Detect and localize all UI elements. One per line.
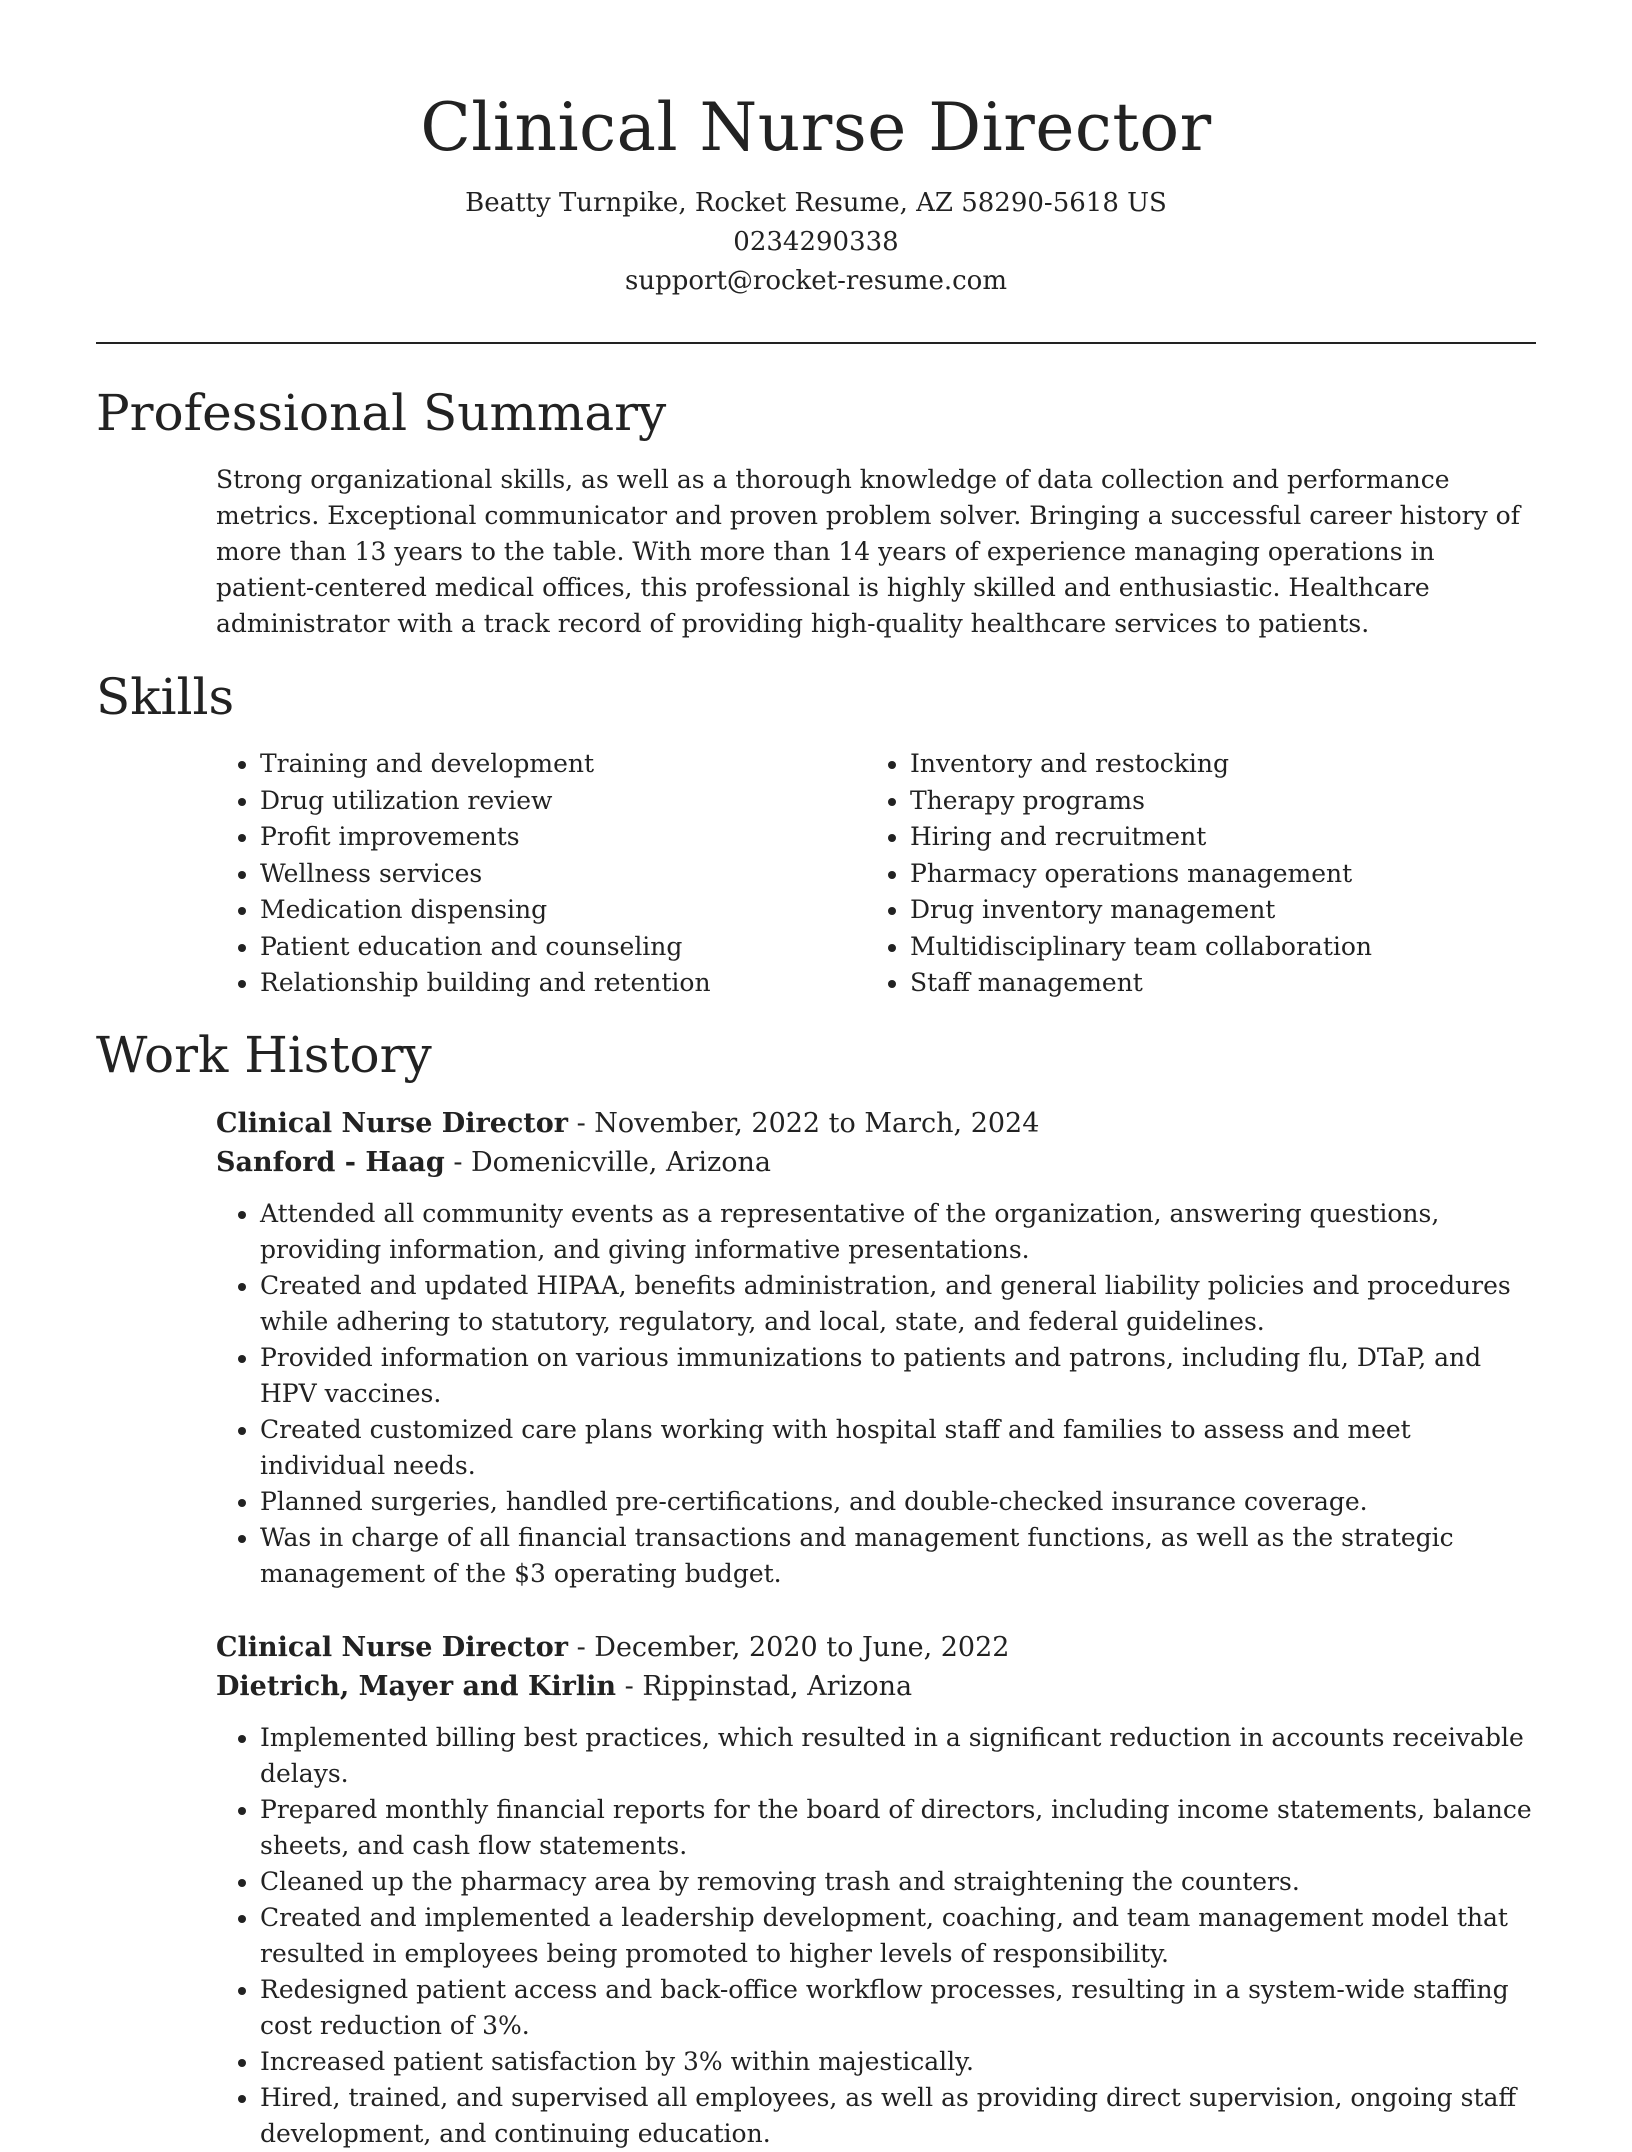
summary-text: Strong organizational skills, as well as a thorough knowledge of data collection and performance metrics. Exceptional communicator and proven problem solver. Bringing a successful career history of more than 13 years to the table. With more than 14 years of experience managing operations in patient-centered medical offices, this professional is highly skilled and enthusiastic. Healthcare administrator with a track record of providing high-quality healthcare services to patients. [216, 465, 1520, 638]
job-entry [216, 1104, 1538, 1592]
skill-item: • Relationship building and retention [260, 965, 866, 1002]
job-title-line [216, 1628, 1538, 1667]
skills-column-left [216, 746, 866, 1002]
job-bullet: • Cleaned up the pharmacy area by removing trash and straightening the counters. [260, 1864, 1538, 1900]
job-bullets [216, 1196, 1538, 1592]
job-bullet: • Redesigned patient access and back-office workflow processes, resulting in a system-wide staffing cost reduction of 3%. [260, 1972, 1538, 2044]
job-bullet: • Prepared monthly financial reports for the board of directors, including income statements, balance sheets, and cash flow statements. [260, 1792, 1538, 1864]
job-entry [216, 1628, 1538, 2152]
skill-item: • Drug utilization review [260, 783, 866, 820]
job-company-line [216, 1143, 1538, 1182]
job-bullet: • Was in charge of all financial transactions and management functions, as well as the strategic management of the $3 operating budget. [260, 1520, 1538, 1592]
job-bullet: • Created and updated HIPAA, benefits administration, and general liability policies and procedures while adhering to statutory, regulatory, and local, state, and federal guidelines. [260, 1268, 1538, 1340]
job-bullet: • Created customized care plans working with hospital staff and families to assess and meet individual needs. [260, 1412, 1538, 1484]
job-location: - Domenicville, Arizona [444, 1147, 771, 1178]
job-bullet: • Planned surgeries, handled pre-certifications, and double-checked insurance coverage. [260, 1484, 1538, 1520]
job-company: Sanford - Haag [216, 1147, 445, 1178]
skill-item: • Training and development [260, 746, 866, 783]
job-bullet: • Attended all community events as a representative of the organization, answering questions, providing information, and giving informative presentations. [260, 1196, 1538, 1268]
work-history-heading: Work History [96, 1026, 432, 1084]
skill-item: • Wellness services [260, 856, 866, 893]
skill-item: • Multidisciplinary team collaboration [910, 929, 1516, 966]
contact-address: Beatty Turnpike, Rocket Resume, AZ 58290-5618 US [465, 188, 1167, 218]
job-company: Dietrich, Mayer and Kirlin [216, 1671, 617, 1702]
job-bullet: • Hired, trained, and supervised all employees, as well as providing direct supervision, ongoing staff development, and continuing education. [260, 2080, 1538, 2152]
skill-item: • Pharmacy operations management [910, 856, 1516, 893]
skill-item: • Profit improvements [260, 819, 866, 856]
resume-header [96, 82, 1536, 301]
job-role: Clinical Nurse Director [216, 1108, 569, 1139]
job-dates: - December, 2020 to June, 2022 [568, 1632, 1010, 1663]
skill-item: • Therapy programs [910, 783, 1516, 820]
job-bullet: • Created and implemented a leadership development, coaching, and team management model that resulted in employees being promoted to higher levels of responsibility. [260, 1900, 1538, 1972]
job-bullets [216, 1720, 1538, 2152]
summary-heading: Professional Summary [96, 384, 667, 442]
skill-item: • Drug inventory management [910, 892, 1516, 929]
contact-email: support@rocket-resume.com [624, 266, 1007, 296]
header-divider [96, 342, 1536, 344]
skill-item: • Hiring and recruitment [910, 819, 1516, 856]
skill-item: • Medication dispensing [260, 892, 866, 929]
job-role: Clinical Nurse Director [216, 1632, 569, 1663]
job-bullet: • Increased patient satisfaction by 3% within majestically. [260, 2044, 1538, 2080]
job-title-line [216, 1104, 1538, 1143]
job-bullet: • Provided information on various immunizations to patients and patrons, including flu, DTaP, and HPV vaccines. [260, 1340, 1538, 1412]
job-company-line [216, 1667, 1538, 1706]
skills-list [216, 746, 1536, 1002]
skill-item: • Patient education and counseling [260, 929, 866, 966]
resume-name: Clinical Nurse Director [420, 89, 1212, 166]
skills-column-right [866, 746, 1516, 1002]
skills-heading: Skills [96, 668, 235, 726]
skill-item: • Staff management [910, 965, 1516, 1002]
job-dates: - November, 2022 to March, 2024 [568, 1108, 1040, 1139]
contact-phone: 0234290338 [733, 227, 899, 257]
skill-item: • Inventory and restocking [910, 746, 1516, 783]
job-bullet: • Implemented billing best practices, which resulted in a significant reduction in accounts receivable delays. [260, 1720, 1538, 1792]
job-location: - Rippinstad, Arizona [616, 1671, 913, 1702]
